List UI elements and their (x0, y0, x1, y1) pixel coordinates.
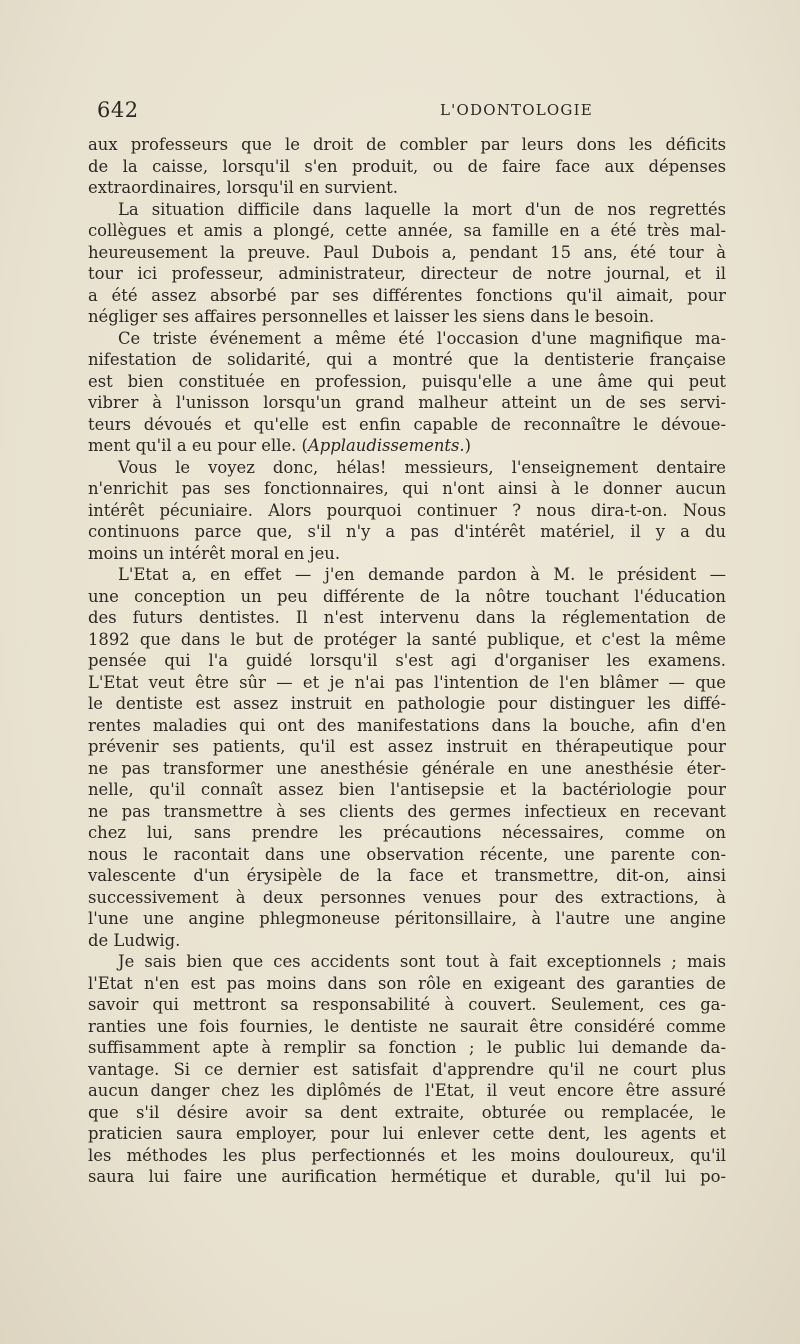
text-line: vibrer à l'unisson lorsqu'un grand malheur atteint un de ses servi- (88, 393, 726, 412)
applause-line (88, 435, 726, 457)
article-body (88, 134, 726, 1188)
text-line: une conception un peu différente de la nôtre touchant l'éducation (88, 586, 726, 606)
text-line: valescente d'un érysipèle de la face et transmettre, dit-on, ainsi (88, 866, 726, 885)
paragraph-start-line: Je sais bien que ces accidents sont tout à fait exceptionnels ; mais (118, 952, 726, 971)
text-line: l'une une angine phlegmoneuse péritonsillaire, à l'autre une angine (88, 909, 726, 928)
text-line: continuons parce que, s'il n'y a pas d'intérêt matériel, il y a du (88, 522, 726, 541)
text-line: des futurs dentistes. Il n'est intervenu dans la réglementation de (88, 608, 726, 627)
text-line: chez lui, sans prendre les précautions nécessaires, comme on (88, 823, 726, 842)
text-line: nous le racontait dans une observation récente, une parente con- (88, 844, 726, 864)
paragraph-start-line: Vous le voyez donc, hélas! messieurs, l'enseignement dentaire (118, 457, 726, 477)
text-line: ne pas transformer une anesthésie générale en une anesthésie éter- (88, 758, 726, 778)
paragraph-start-line: L'Etat a, en effet — j'en demande pardon à M. le président — (118, 565, 726, 584)
text-line: est bien constituée en profession, puisqu'elle a une âme qui peut (88, 371, 726, 391)
text-line: savoir qui mettront sa responsabilité à couvert. Seulement, ces ga- (88, 995, 726, 1014)
text-line: extraordinaires, lorsqu'il en survient. (88, 178, 398, 197)
text-line: aucun danger chez les diplômés de l'Etat, il veut encore être assuré (88, 1081, 726, 1100)
text-line: moins un intérêt moral en jeu. (88, 543, 341, 563)
running-title: L'ODONTOLOGIE (440, 101, 593, 119)
text-line: heureusement la preuve. Paul Dubois a, pendant 15 ans, été tour à (88, 242, 726, 262)
text-line: ranties une fois fournies, le dentiste ne saurait être considéré comme (88, 1016, 726, 1036)
paragraph-start-line: Ce triste événement a même été l'occasion d'une magnifique ma- (118, 328, 726, 348)
text-line: successivement à deux personnes venues pour des extractions, à (88, 887, 726, 907)
text-line: pensée qui l'a guidé lorsqu'il s'est agi d'organiser les examens. (88, 651, 726, 670)
text-line: le dentiste est assez instruit en pathologie pour distinguer les diffé- (88, 694, 726, 713)
text-line: 1892 que dans le but de protéger la santé publique, et c'est la même (88, 629, 726, 649)
text-line: tour ici professeur, administrateur, directeur de notre journal, et il (88, 264, 726, 283)
applause-italic: Applaudissements. (307, 436, 465, 455)
text-line: teurs dévoués et qu'elle est enfin capable de reconnaître le dévoue- (88, 414, 726, 434)
text-line: prévenir ses patients, qu'il est assez instruit en thérapeutique pour (88, 737, 726, 756)
text-line: collègues et amis a plongé, cette année, sa famille en a été très mal- (88, 221, 726, 240)
text-line: aux professeurs que le droit de combler par leurs dons les déficits (88, 135, 726, 154)
text-line: de Ludwig. (88, 930, 181, 950)
text-line: nelle, qu'il connaît assez bien l'antisepsie et la bactériologie pour (88, 780, 726, 799)
text-line: saura lui faire une aurification hermétique et durable, qu'il lui po- (88, 1167, 726, 1186)
page-header (97, 98, 727, 128)
text-line: vantage. Si ce dernier est satisfait d'apprendre qu'il ne court plus (88, 1059, 726, 1079)
paragraph-start-line: La situation difficile dans laquelle la mort d'un de nos regrettés (118, 199, 726, 219)
text-line: praticien saura employer, pour lui enlever cette dent, les agents et (88, 1124, 726, 1143)
text-line: de la caisse, lorsqu'il s'en produit, ou de faire face aux dépenses (88, 156, 726, 176)
text-line: l'Etat n'en est pas moins dans son rôle en exigeant des garanties de (88, 973, 726, 993)
text-line: intérêt pécuniaire. Alors pourquoi continuer ? nous dira-t-on. Nous (88, 500, 726, 520)
text-line: n'enrichit pas ses fonctionnaires, qui n'ont ainsi à le donner aucun (88, 479, 726, 498)
applause-prefix: ment qu'il a eu pour elle. ( (88, 436, 308, 455)
text-line: les méthodes les plus perfectionnés et les moins douloureux, qu'il (88, 1145, 726, 1165)
text-line: ne pas transmettre à ses clients des germes infectieux en recevant (88, 801, 726, 821)
text-line: a été assez absorbé par ses différentes fonctions qu'il aimait, pour (88, 285, 726, 305)
text-line: que s'il désire avoir sa dent extraite, obturée ou remplacée, le (88, 1102, 726, 1122)
text-line: rentes maladies qui ont des manifestations dans la bouche, afin d'en (88, 715, 726, 735)
text-line: suffisamment apte à remplir sa fonction ; le public lui demande da- (88, 1038, 726, 1057)
text-line: nifestation de solidarité, qui a montré que la dentisterie française (88, 350, 726, 369)
applause-suffix: ) (464, 436, 472, 455)
text-line: négliger ses affaires personnelles et laisser les siens dans le besoin. (88, 307, 655, 326)
page-number: 642 (97, 98, 139, 122)
text-line: L'Etat veut être sûr — et je n'ai pas l'intention de l'en blâmer — que (88, 672, 726, 692)
